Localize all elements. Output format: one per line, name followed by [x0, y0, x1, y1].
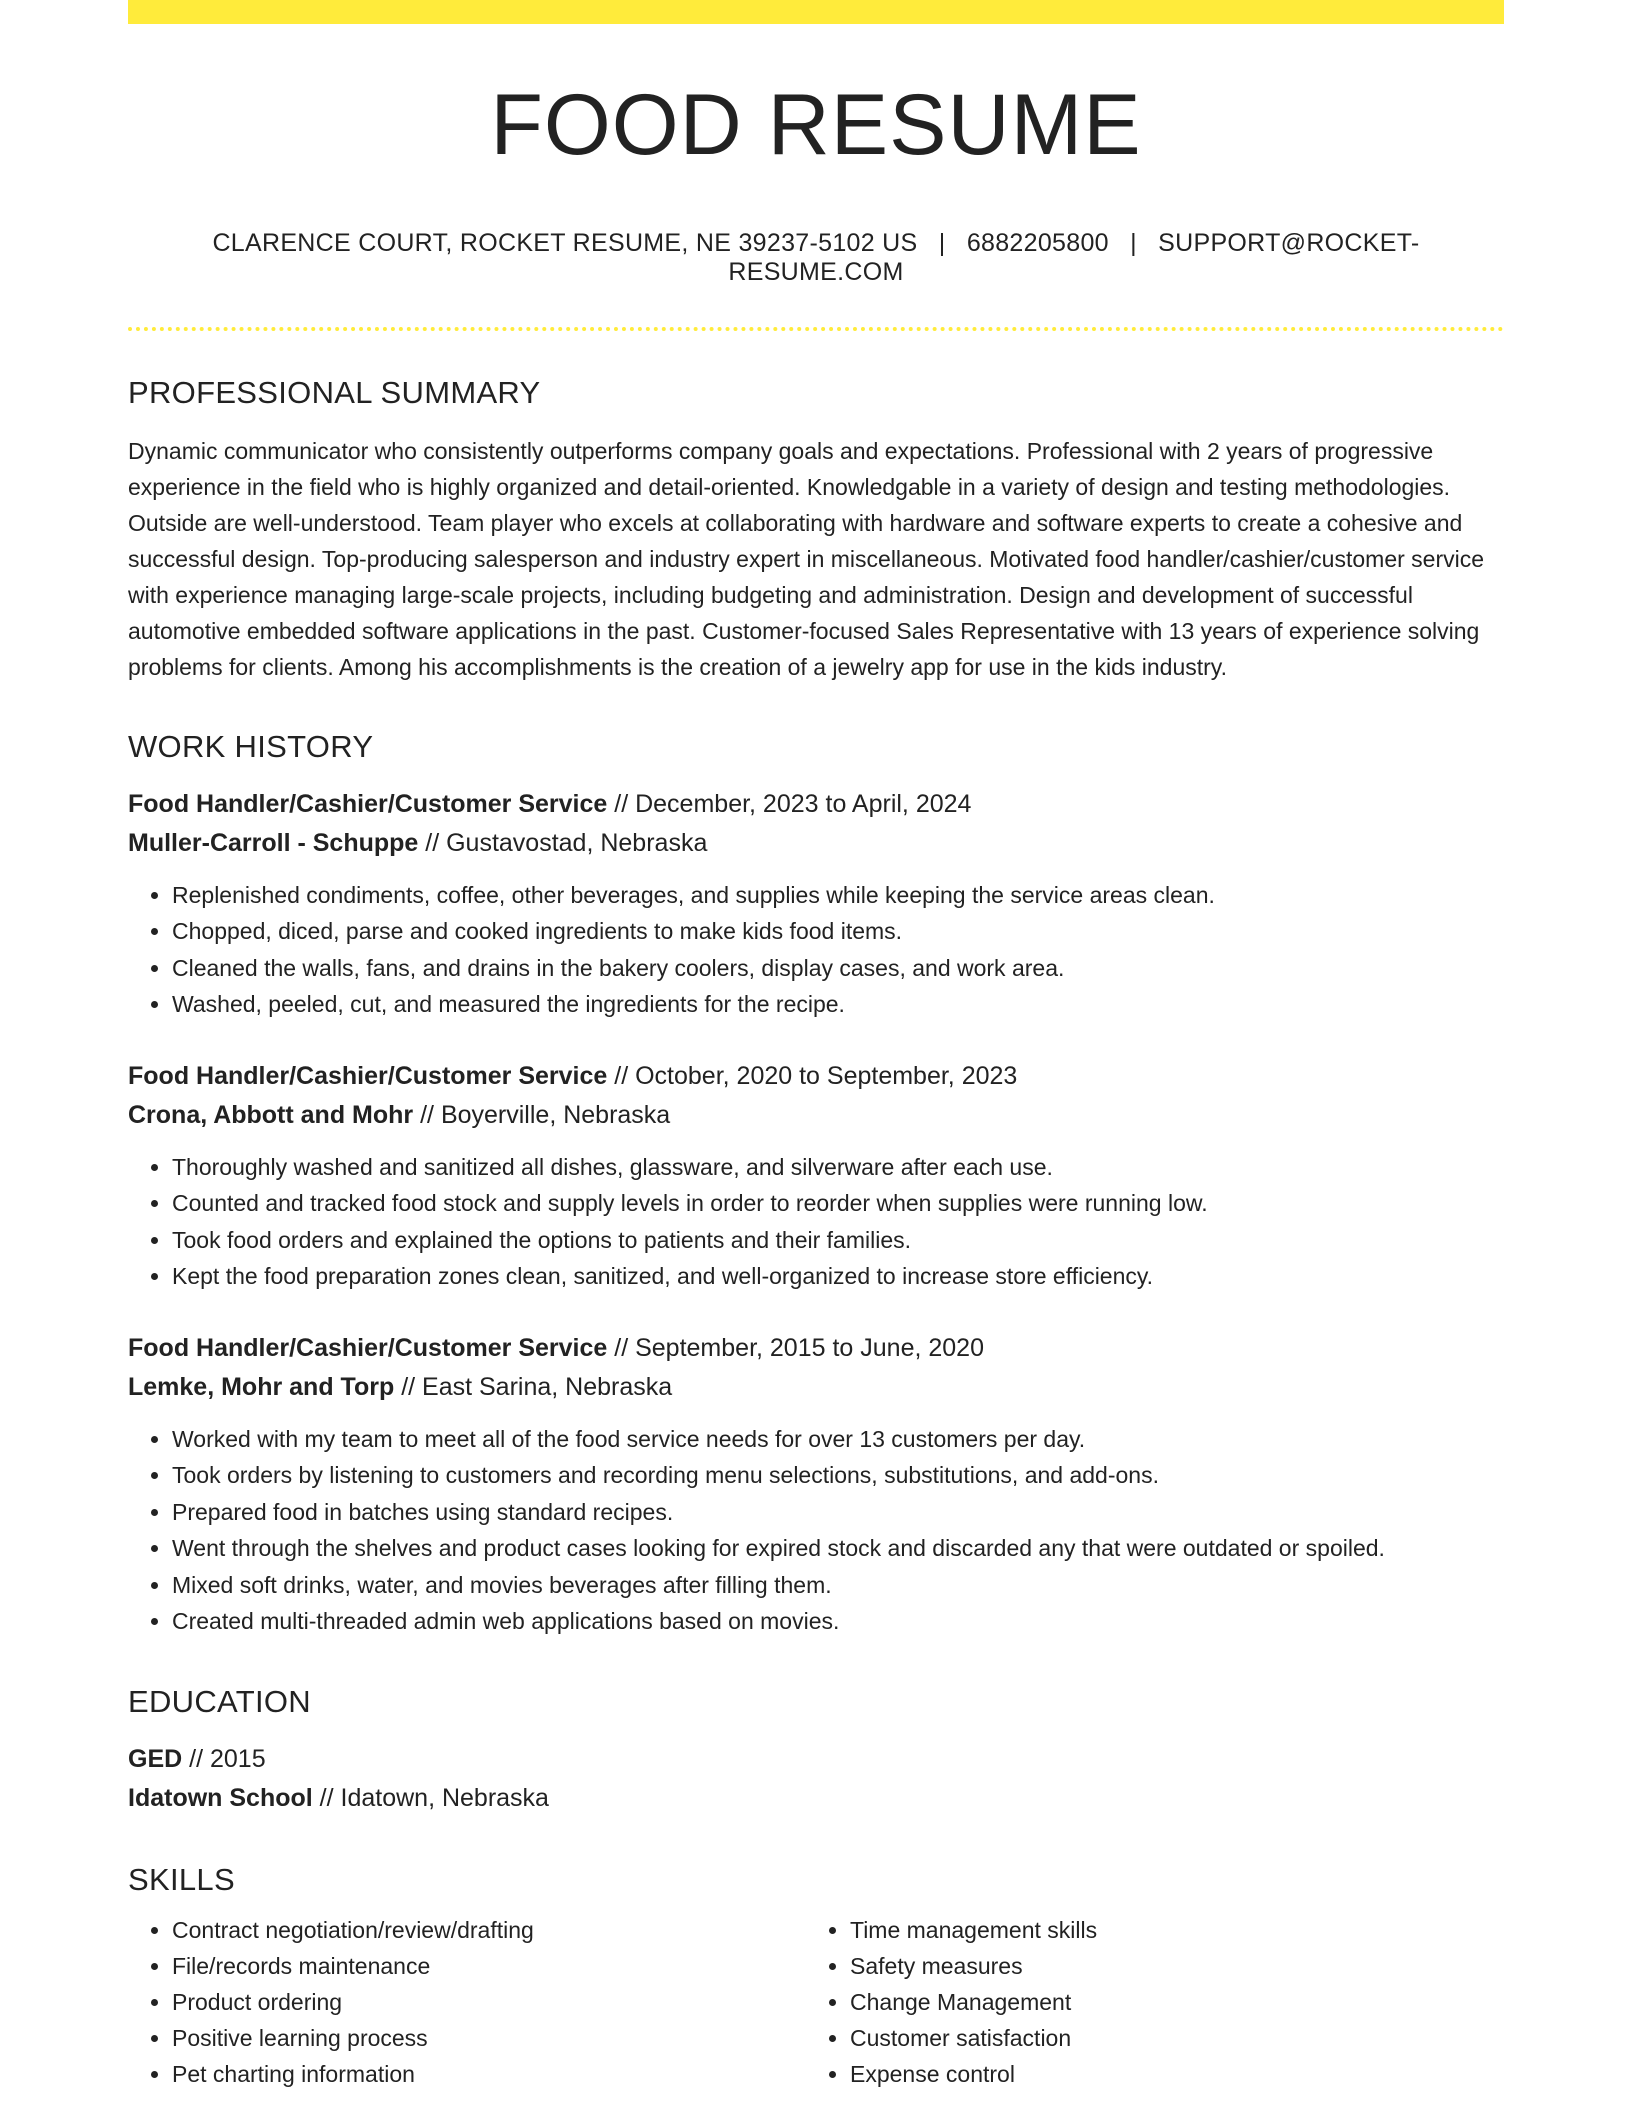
job-entry [128, 1329, 1504, 1640]
list-item: • Worked with my team to meet all of the food service needs for over 13 customers per day. [172, 1421, 1504, 1458]
education-degree-line [128, 1740, 1504, 1779]
job-company-line [128, 1096, 1504, 1135]
job-entry [128, 1057, 1504, 1295]
job-bullets [128, 877, 1504, 1023]
job-title-line [128, 1329, 1504, 1368]
job-title: Food Handler/Cashier/Customer Service [128, 789, 608, 818]
skills-list-left [128, 1912, 806, 2092]
list-item: • Mixed soft drinks, water, and movies beverages after filling them. [172, 1567, 1504, 1604]
job-title-line [128, 785, 1504, 824]
contact-email: SUPPORT@ROCKET-RESUME.COM [728, 228, 1420, 286]
resume-name: FOOD RESUME [490, 77, 1142, 173]
education-year: // 2015 [189, 1744, 266, 1773]
list-item: • Contract negotiation/review/drafting [172, 1912, 806, 1948]
education-school: Idatown School [128, 1783, 313, 1812]
list-item: • Prepared food in batches using standard recipes. [172, 1494, 1504, 1531]
list-item: • Product ordering [172, 1984, 806, 2020]
top-accent-bar [128, 0, 1504, 24]
job-dates: // December, 2023 to April, 2024 [614, 789, 972, 818]
education-entry [128, 1740, 1504, 1818]
education-school-line [128, 1779, 1504, 1818]
list-item: • Counted and tracked food stock and supply levels in order to reorder when supplies were running low. [172, 1185, 1504, 1222]
job-company: Crona, Abbott and Mohr [128, 1100, 414, 1129]
summary-heading: PROFESSIONAL SUMMARY [128, 374, 541, 410]
list-item: • Safety measures [850, 1948, 1484, 1984]
summary-text: Dynamic communicator who consistently outperforms company goals and expectations. Professional with 2 years of progressive experience in the field who is highly organized and detail-oriented. Knowledgable in a variety of design and testing methodologies. Outside are well-understood. Team player who excels at collaborating with hardware and software experts to create a cohesive and successful design. Top-producing salesperson and industry expert in miscellaneous. Motivated food handler/cashier/customer service with experience managing large-scale projects, including budgeting and administration. Design and development of successful automotive embedded software applications in the past. Customer-focused Sales Representative with 13 years of experience solving problems for clients. Among his accomplishments is the creation of a jewelry app for use in the kids industry. [128, 437, 1485, 680]
skills-columns [128, 1912, 1504, 2092]
resume-page [128, 0, 1504, 2092]
contact-separator: | [938, 228, 946, 257]
list-item: • Took food orders and explained the options to patients and their families. [172, 1222, 1504, 1259]
job-company: Lemke, Mohr and Torp [128, 1372, 395, 1401]
job-location: // Gustavostad, Nebraska [425, 828, 708, 857]
contact-phone: 6882205800 [966, 228, 1109, 257]
job-dates: // September, 2015 to June, 2020 [614, 1333, 984, 1362]
job-company-line [128, 1368, 1504, 1407]
list-item: • Customer satisfaction [850, 2020, 1484, 2056]
list-item: • Chopped, diced, parse and cooked ingredients to make kids food items. [172, 913, 1504, 950]
job-title-line [128, 1057, 1504, 1096]
job-title: Food Handler/Cashier/Customer Service [128, 1061, 608, 1090]
list-item: • Change Management [850, 1984, 1484, 2020]
job-location: // Boyerville, Nebraska [420, 1100, 671, 1129]
skills-list-right [806, 1912, 1484, 2092]
list-item: • Positive learning process [172, 2020, 806, 2056]
education-degree: GED [128, 1744, 183, 1773]
job-dates: // October, 2020 to September, 2023 [614, 1061, 1018, 1090]
skills-heading: SKILLS [128, 1861, 235, 1897]
job-company: Muller-Carroll - Schuppe [128, 828, 419, 857]
job-location: // East Sarina, Nebraska [401, 1372, 673, 1401]
job-bullets [128, 1421, 1504, 1640]
education-location: // Idatown, Nebraska [319, 1783, 549, 1812]
header-divider [128, 327, 1504, 331]
list-item: • Time management skills [850, 1912, 1484, 1948]
list-item: • Kept the food preparation zones clean, sanitized, and well-organized to increase store efficiency. [172, 1258, 1504, 1295]
contact-address: CLARENCE COURT, ROCKET RESUME, NE 39237-5102 US [212, 228, 918, 257]
education-heading: EDUCATION [128, 1683, 311, 1719]
list-item: • Went through the shelves and product cases looking for expired stock and discarded any that were outdated or spoiled. [172, 1530, 1504, 1567]
list-item: • File/records maintenance [172, 1948, 806, 1984]
job-title: Food Handler/Cashier/Customer Service [128, 1333, 608, 1362]
contact-line [128, 229, 1504, 287]
list-item: • Washed, peeled, cut, and measured the ingredients for the recipe. [172, 986, 1504, 1023]
list-item: • Cleaned the walls, fans, and drains in the bakery coolers, display cases, and work area. [172, 950, 1504, 987]
list-item: • Expense control [850, 2056, 1484, 2092]
job-company-line [128, 824, 1504, 863]
list-item: • Created multi-threaded admin web applications based on movies. [172, 1603, 1504, 1640]
job-entry [128, 785, 1504, 1023]
list-item: • Pet charting information [172, 2056, 806, 2092]
list-item: • Replenished condiments, coffee, other beverages, and supplies while keeping the service areas clean. [172, 877, 1504, 914]
list-item: • Thoroughly washed and sanitized all dishes, glassware, and silverware after each use. [172, 1149, 1504, 1186]
list-item: • Took orders by listening to customers and recording menu selections, substitutions, and add-ons. [172, 1457, 1504, 1494]
job-bullets [128, 1149, 1504, 1295]
contact-separator: | [1130, 228, 1137, 257]
work-history-heading: WORK HISTORY [128, 728, 374, 764]
